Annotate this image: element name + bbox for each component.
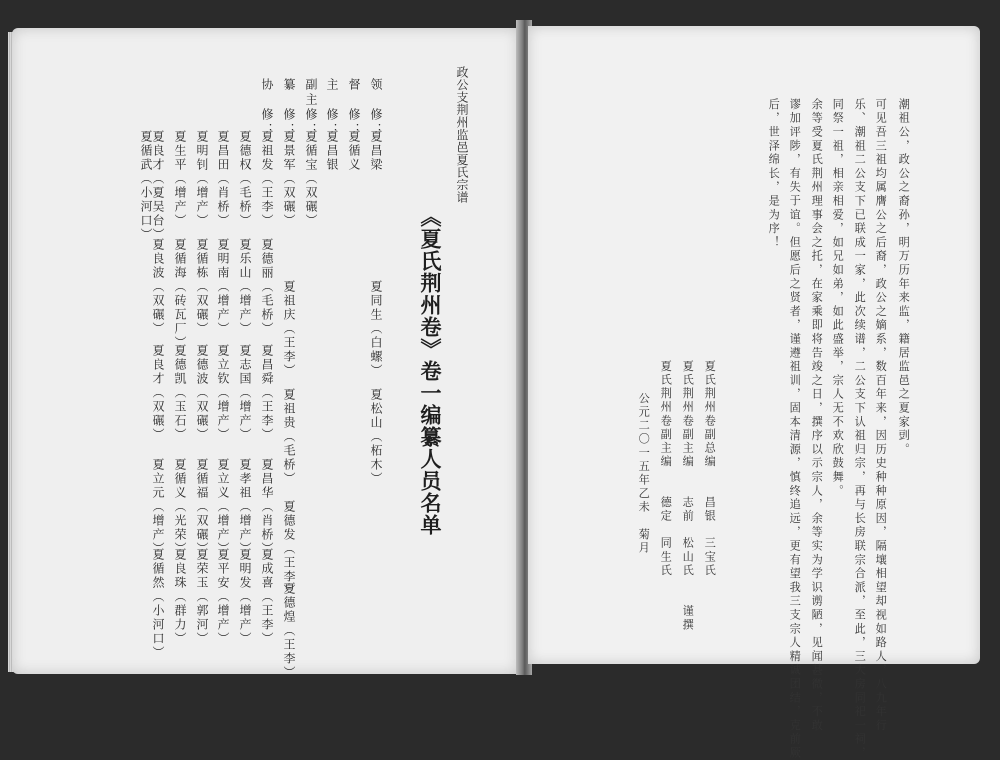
member-name: 夏祖庆（王李） — [282, 280, 296, 378]
role-label: 纂 修： — [282, 78, 296, 138]
member-name: 夏良才（双碾） — [151, 344, 165, 442]
member-name: 夏祖贵（毛桥） — [282, 388, 296, 486]
member-name: 夏祖发（王李） — [260, 130, 274, 228]
preface-line: 谬加评陟，有失于谊。但愿后之贤者，谨遵祖训，固本清源，慎终追远，更有望我三支宗人精诚团结，克前厥 — [788, 98, 802, 760]
left-page — [12, 28, 518, 680]
member-name: 夏志国（增产） — [238, 344, 252, 442]
member-name: 夏昌舜（王李） — [260, 344, 274, 442]
member-name: 夏循宝（双碾） — [304, 130, 318, 228]
signature-line: 夏氏荆州卷副总编 昌银 三宝氏 — [703, 360, 717, 578]
preface-line: 可见吾三祖均属膺公之后裔，政公之嫡系，数百年来，因历史种种原因，隔壤相望却视如路人，八九年行 — [874, 98, 888, 733]
signature-line: 夏氏荆州卷副主编 德定 同生氏 — [659, 360, 673, 578]
member-name: 夏良珠（群力） — [173, 548, 187, 646]
member-name: 夏德丽（毛桥） — [260, 238, 274, 336]
member-name: 夏循栋（双碾） — [195, 238, 209, 336]
member-name: 夏昌梁 — [369, 130, 383, 172]
member-name: 夏昌田（肖桥） — [216, 130, 230, 228]
member-name: 夏孝祖（增产） — [238, 458, 252, 556]
member-name: 夏循海（砖瓦厂） — [173, 238, 187, 350]
member-name: 夏循福（双碾） — [195, 458, 209, 556]
member-name: 夏德煌（王李） — [282, 582, 296, 680]
role-label: 领 修： — [369, 78, 383, 138]
signature-line: 夏氏荆州卷副主编 志前 松山氏 谨撰 — [681, 360, 695, 632]
right-page — [528, 26, 980, 760]
member-name: 夏生平（增产） — [173, 130, 187, 228]
genealogy-header: 政公支荆州监邑夏氏宗谱 — [455, 66, 469, 204]
member-name: 夏明钊（增产） — [195, 130, 209, 228]
preface-line: 后，世泽绵长，是为序！ — [767, 98, 781, 250]
member-name: 夏德凯（玉石） — [173, 344, 187, 442]
signature-line: 公元二〇一五年乙未 菊月 — [637, 392, 651, 556]
page-title: 《夏氏荆州卷》卷一编纂人员名单 — [418, 206, 443, 536]
role-label: 督 修： — [347, 78, 361, 138]
member-name: 夏德发（王李） — [282, 500, 296, 598]
preface-line: 余等受夏氏荆州理事会之托，在家乘即将告竣之日，撰序以示宗人，余等实为学识谫陋，见闻甚微，不敢 — [810, 98, 824, 733]
member-name: 夏景军（双碾） — [282, 130, 296, 228]
member-name: 夏循然（小河口） — [151, 548, 165, 660]
role-label: 主 修： — [325, 78, 339, 138]
preface-line: 乐、潮祖二公支下已联成一家，此次续谱，二公支下认祖归宗，再与长房联宗合派，至此，三大房同祀一祠， — [853, 98, 867, 760]
member-name: 夏明发（增产） — [238, 548, 252, 646]
member-name: 夏同生（白螺） — [369, 280, 383, 378]
member-name: 夏循义 — [347, 130, 361, 172]
role-label: 副主修： — [304, 78, 318, 138]
member-name: 夏立元（增产） — [151, 458, 165, 556]
member-name: 夏成喜（王李） — [260, 548, 274, 646]
member-name: 夏良波（双碾） — [151, 238, 165, 336]
member-name: 夏立钦（增产） — [216, 344, 230, 442]
member-name: 夏乐山（增产） — [238, 238, 252, 336]
member-name: 夏立义（增产） — [216, 458, 230, 556]
member-name: 夏昌银 — [325, 130, 339, 172]
member-name: 夏荣玉（郭河） — [195, 548, 209, 646]
member-name: 夏德权（毛桥） — [238, 130, 252, 228]
preface-line: 同祭一祖，相亲相爱，如兄如弟，如此盛举，宗人无不欢欣鼓舞。 — [831, 98, 845, 499]
member-name: 夏循武（小河口） — [139, 130, 153, 242]
member-name: 夏良才（夏吴台） — [151, 130, 165, 242]
role-label: 协 修： — [260, 78, 274, 138]
preface-line: 潮祖公，政公之裔孙，明万历年来监，籍居监邑之夏家剅。 — [897, 98, 911, 457]
member-name: 夏德波（双碾） — [195, 344, 209, 442]
member-name: 夏昌华（肖桥） — [260, 458, 274, 556]
member-name: 夏松山（柘木） — [369, 388, 383, 486]
member-name: 夏明南（增产） — [216, 238, 230, 336]
member-name: 夏平安（增产） — [216, 548, 230, 646]
member-name: 夏循义（光荣） — [173, 458, 187, 556]
